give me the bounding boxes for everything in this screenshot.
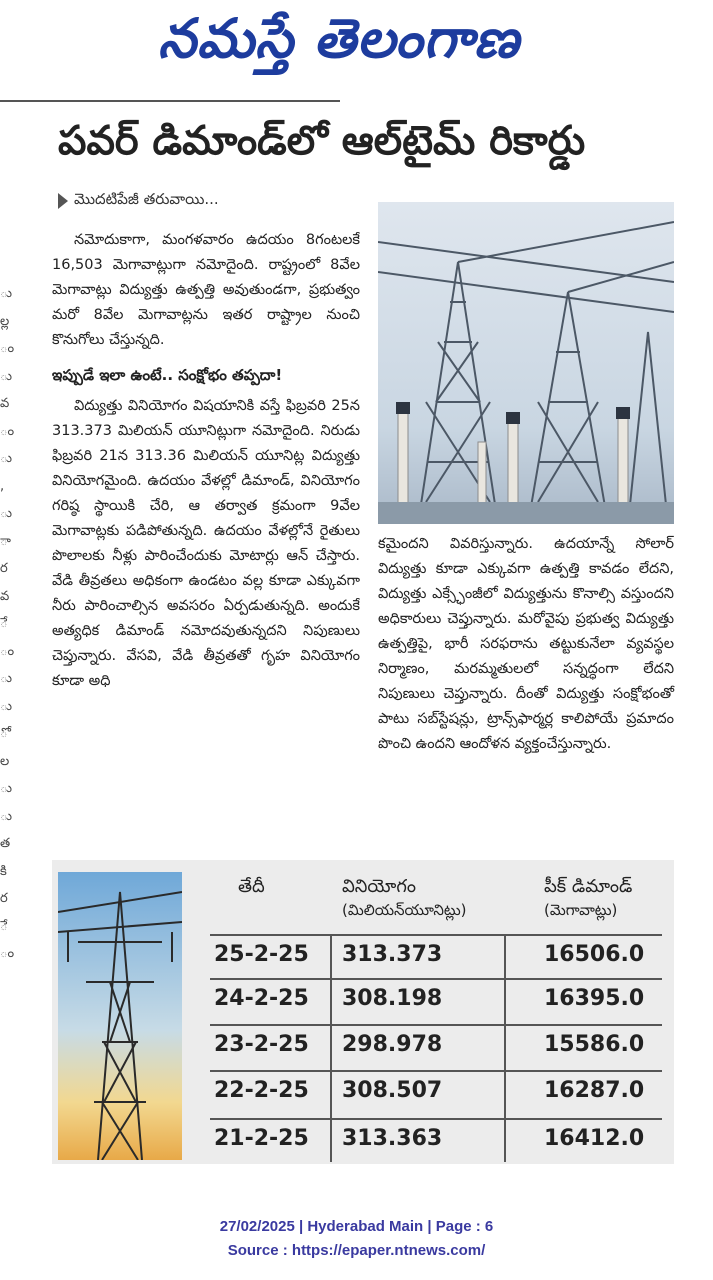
column-header-peak-demand xyxy=(544,876,632,923)
cropped-glyph: ు xyxy=(0,781,13,796)
cropped-glyph: కి xyxy=(0,863,7,879)
paragraph: విద్యుత్తు వినియోగం విషయానికి వస్తే ఫిబ్రవరి 25న 313.373 మిలియన్ యూనిట్లుగా నమోదైంది. నిరుడు ఫిబ్రవరి 21న 313.36 మిలియన్ యూనిట్ల విద్యుత్తు వినియోగమైంది. ఉదయం వేళల్లో డిమాండ్, వినియోగం గరిష్ఠ స్థాయికి చేరి, ఆ తర్వాత క్రమంగా 9వేల మెగావాట్లకు పడిపోతున్నది. ఉదయం వేళల్లోనే రైతులు పొలాలకు నీళ్లు పారించేందుకు మోటార్లు ఆన్ చేస్తారు. వేడి తీవ్రతలు అధికంగా ఉండటం వల్ల కూడా ఎక్కువగా నీరు పారించాల్సిన అవసరం ఏర్పడుతున్నది. అందుకే అత్యధిక డిమాండ్ నమోదవుతున్నదని నిపుణులు చెప్తున్నారు. వేసవి, వేడి తీవ్రతతో గృహ వినియోగం కూడా అధి xyxy=(52,398,360,689)
page-title: పవర్ డిమాండ్‌లో ఆల్‌టైమ్ రికార్డు xyxy=(58,118,586,164)
continuation-label: మొదటిపేజీ తరువాయి... xyxy=(74,190,219,208)
cropped-glyph: ు xyxy=(0,286,13,301)
cropped-adjacent-column xyxy=(0,280,14,968)
cell-peak: 16412.0 xyxy=(544,1126,645,1151)
table-row xyxy=(210,1070,662,1116)
cell-date: 23-2-25 xyxy=(214,1032,309,1057)
cell-peak: 16395.0 xyxy=(544,986,645,1011)
cell-consumption: 313.373 xyxy=(342,942,443,967)
footer-edition-info: 27/02/2025 | Hyderabad Main | Page : 6 xyxy=(219,1218,494,1235)
divider xyxy=(0,100,340,102)
transmission-tower-photo xyxy=(58,872,182,1160)
cropped-glyph: ు xyxy=(0,506,13,521)
cell-date: 22-2-25 xyxy=(214,1078,309,1103)
column-header-unit: (మిలియన్‌యూనిట్లు) xyxy=(342,901,467,919)
article-column-2 xyxy=(378,532,674,757)
cell-peak: 15586.0 xyxy=(544,1032,645,1057)
cropped-glyph: ే xyxy=(0,918,8,934)
cell-peak: 16506.0 xyxy=(544,942,645,967)
arrow-right-icon xyxy=(58,193,68,209)
cell-consumption: 313.363 xyxy=(342,1126,443,1151)
cropped-glyph: ా xyxy=(0,533,11,549)
cropped-glyph: ం xyxy=(0,643,14,659)
cropped-glyph: ు xyxy=(0,368,13,384)
cell-date: 21-2-25 xyxy=(214,1126,309,1151)
continuation-marker xyxy=(58,190,219,212)
article-subheading: ఇప్పుడే ఇలా ఉంటే.. సంక్షోభం తప్పదా! xyxy=(52,366,283,384)
cropped-glyph: ం xyxy=(0,341,14,356)
cropped-glyph: , xyxy=(0,478,5,494)
cell-date: 24-2-25 xyxy=(214,986,309,1011)
cropped-glyph: ర xyxy=(0,561,8,576)
cropped-glyph: ు xyxy=(0,698,13,714)
cropped-glyph: త xyxy=(0,836,11,851)
cropped-glyph: ర xyxy=(0,891,8,906)
table-divider xyxy=(504,936,506,1162)
cropped-glyph: ో xyxy=(0,726,8,741)
cropped-glyph: ల xyxy=(0,753,10,769)
substation-photo xyxy=(378,202,674,524)
paragraph: కమైందని వివరిస్తున్నారు. ఉదయాన్నే సోలార్ విద్యుత్తు కూడా ఎక్కువగా ఉత్పత్తి కావడం లేదని, విద్యుత్తు ఎక్స్ఛేంజీలో విద్యుత్తును కొనాల్సి వస్తుందని అధికారులు చెప్తున్నారు. మరోవైపు ప్రభుత్వ విద్యుత్తు ఉత్పత్తిపై, భారీ సరఫరాను తట్టుకునేలా వ్యవస్థల నిర్మాణం, మరమ్మతులలో సన్నద్ధంగా లేదని నిపుణులు చెప్తున్నారు. దీంతో విద్యుత్తు సంక్షోభంతో పాటు సబ్‌స్టేషన్లు, ట్రాన్స్‌ఫార్మర్ల కాలిపోయే ప్రమాదం పొంచి ఉందని ఆందోళన వ్యక్తంచేస్తున్నారు. xyxy=(378,536,674,752)
column-header-label: పీక్ డిమాండ్ xyxy=(544,876,633,897)
cropped-glyph: ు xyxy=(0,808,13,824)
cropped-glyph: ం xyxy=(0,423,14,439)
column-header-label: వినియోగం xyxy=(342,876,416,897)
cropped-glyph: ం xyxy=(0,946,14,961)
cropped-glyph: ల్ల xyxy=(0,313,10,329)
table-row xyxy=(210,1024,662,1070)
column-header-date: తేదీ xyxy=(238,876,265,897)
column-header-consumption xyxy=(342,876,467,923)
article-column-1 xyxy=(52,228,360,694)
cell-date: 25-2-25 xyxy=(214,942,309,967)
table-row xyxy=(210,934,662,980)
column-header-unit: (మెగావాట్లు) xyxy=(544,901,618,919)
table-divider xyxy=(330,936,332,1162)
cropped-glyph: ే xyxy=(0,616,8,631)
cell-consumption: 308.198 xyxy=(342,986,443,1011)
table-row xyxy=(210,1118,662,1164)
footer-source: Source : https://epaper.ntnews.com/ xyxy=(227,1242,486,1259)
cell-consumption: 308.507 xyxy=(342,1078,443,1103)
paragraph: నమోదుకాగా, మంగళవారం ఉదయం 8గంటలకే 16,503 మెగావాట్లుగా నమోదైంది. రాష్ట్రంలో 8వేల మెగావాట్లు విద్యుత్తు ఉత్పత్తి అవుతుండగా, ప్రభుత్వం మరో 8వేల మెగావాట్లను ఇతర రాష్ట్రాల నుంచి కొనుగోలు చేస్తున్నది. xyxy=(52,232,360,348)
cropped-glyph: ు xyxy=(0,451,13,466)
cropped-glyph: వ xyxy=(0,588,10,604)
cell-consumption: 298.978 xyxy=(342,1032,443,1057)
cropped-glyph: వ xyxy=(0,396,10,411)
masthead xyxy=(0,0,713,78)
newspaper-logo: నమస్తే తెలంగాణ xyxy=(158,6,520,70)
cropped-glyph: ు xyxy=(0,671,13,686)
table-row xyxy=(210,978,662,1024)
cell-peak: 16287.0 xyxy=(544,1078,645,1103)
